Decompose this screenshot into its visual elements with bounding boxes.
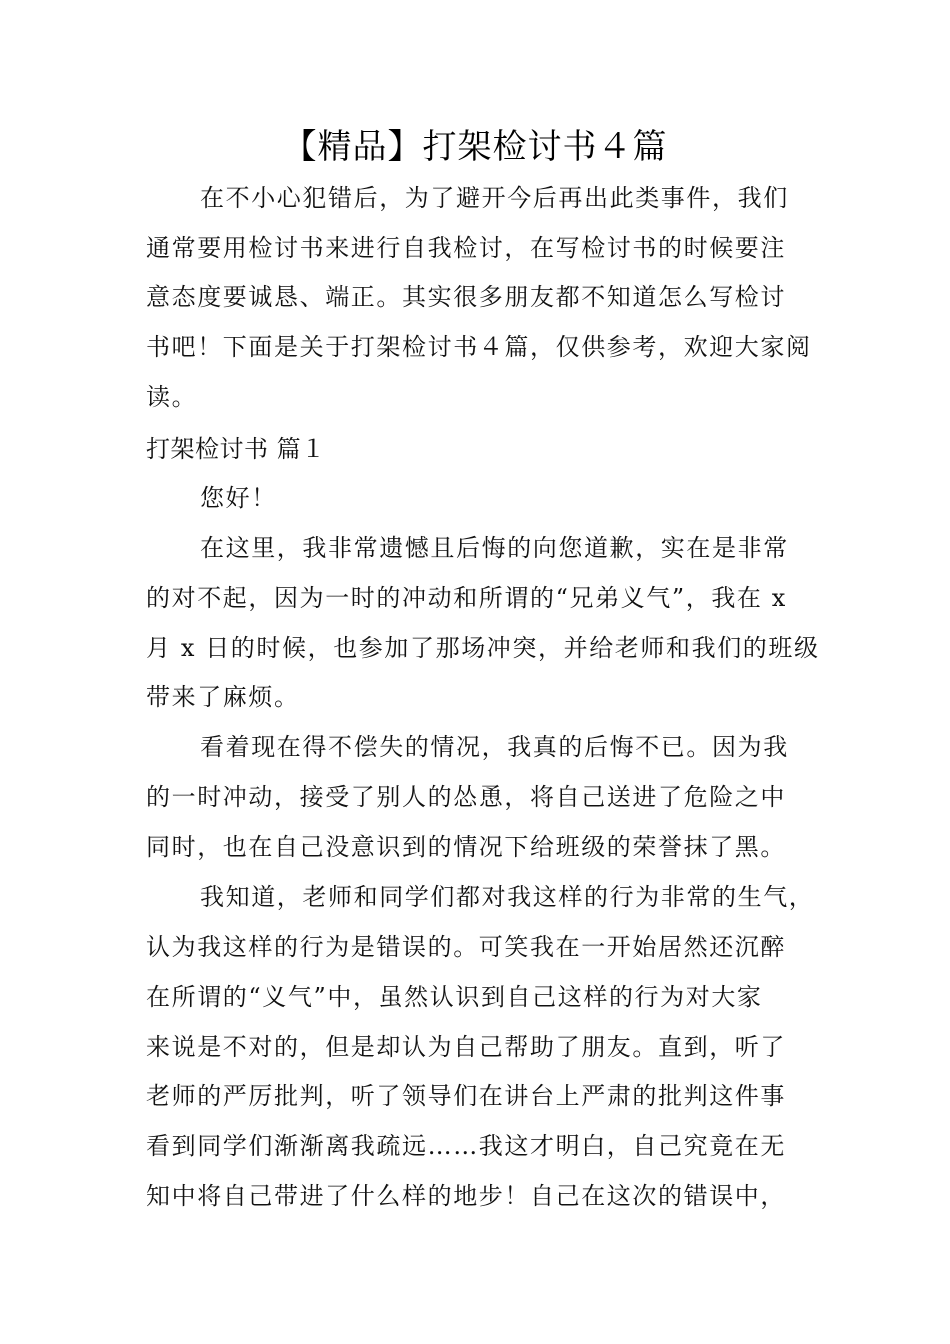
greeting: 您好！: [200, 484, 277, 512]
intro-line: 读。: [146, 383, 198, 411]
paragraph-line: 的对不起，因为一时的冲动和所谓的“兄弟义气”，我在 x: [146, 584, 787, 612]
paragraph-line: 带来了麻烦。: [146, 683, 300, 711]
intro-line: 意态度要诚恳、端正。其实很多朋友都不知道怎么写检讨: [146, 283, 786, 311]
paragraph-line: 我知道，老师和同学们都对我这样的行为非常的生气，: [200, 883, 815, 911]
intro-line: 在不小心犯错后，为了避开今后再出此类事件，我们: [200, 184, 789, 212]
intro-line: 通常要用检讨书来进行自我检讨，在写检讨书的时候要注: [146, 234, 786, 262]
paragraph-line: 认为我这样的行为是错误的。可笑我在一开始居然还沉醉: [146, 933, 786, 961]
paragraph-line: 知中将自己带进了什么样的地步！自己在这次的错误中，: [146, 1182, 786, 1210]
paragraph-line: 看着现在得不偿失的情况，我真的后悔不已。因为我: [200, 733, 789, 761]
paragraph-line: 同时，也在自己没意识到的情况下给班级的荣誉抹了黑。: [146, 833, 786, 861]
paragraph-line: 的一时冲动，接受了别人的怂恿，将自己送进了危险之中: [146, 783, 786, 811]
paragraph-line: 月 x 日的时候，也参加了那场冲突，并给老师和我们的班级: [146, 634, 820, 662]
intro-line: 书吧！下面是关于打架检讨书４篇，仅供参考，欢迎大家阅: [146, 333, 812, 361]
paragraph-line: 看到同学们渐渐离我疏远……我这才明白，自己究竟在无: [146, 1132, 786, 1160]
paragraph-line: 在所谓的“义气”中，虽然认识到自己这样的行为对大家: [146, 983, 763, 1011]
paragraph-line: 来说是不对的，但是却认为自己帮助了朋友。直到，听了: [146, 1033, 786, 1061]
paragraph-line: 老师的严厉批判，听了领导们在讲台上严肃的批判这件事: [146, 1082, 786, 1110]
section-heading: 打架检讨书 篇１: [146, 435, 326, 463]
document-title: 【精品】打架检讨书４篇: [282, 127, 668, 167]
paragraph-line: 在这里，我非常遗憾且后悔的向您道歉，实在是非常: [200, 534, 789, 562]
